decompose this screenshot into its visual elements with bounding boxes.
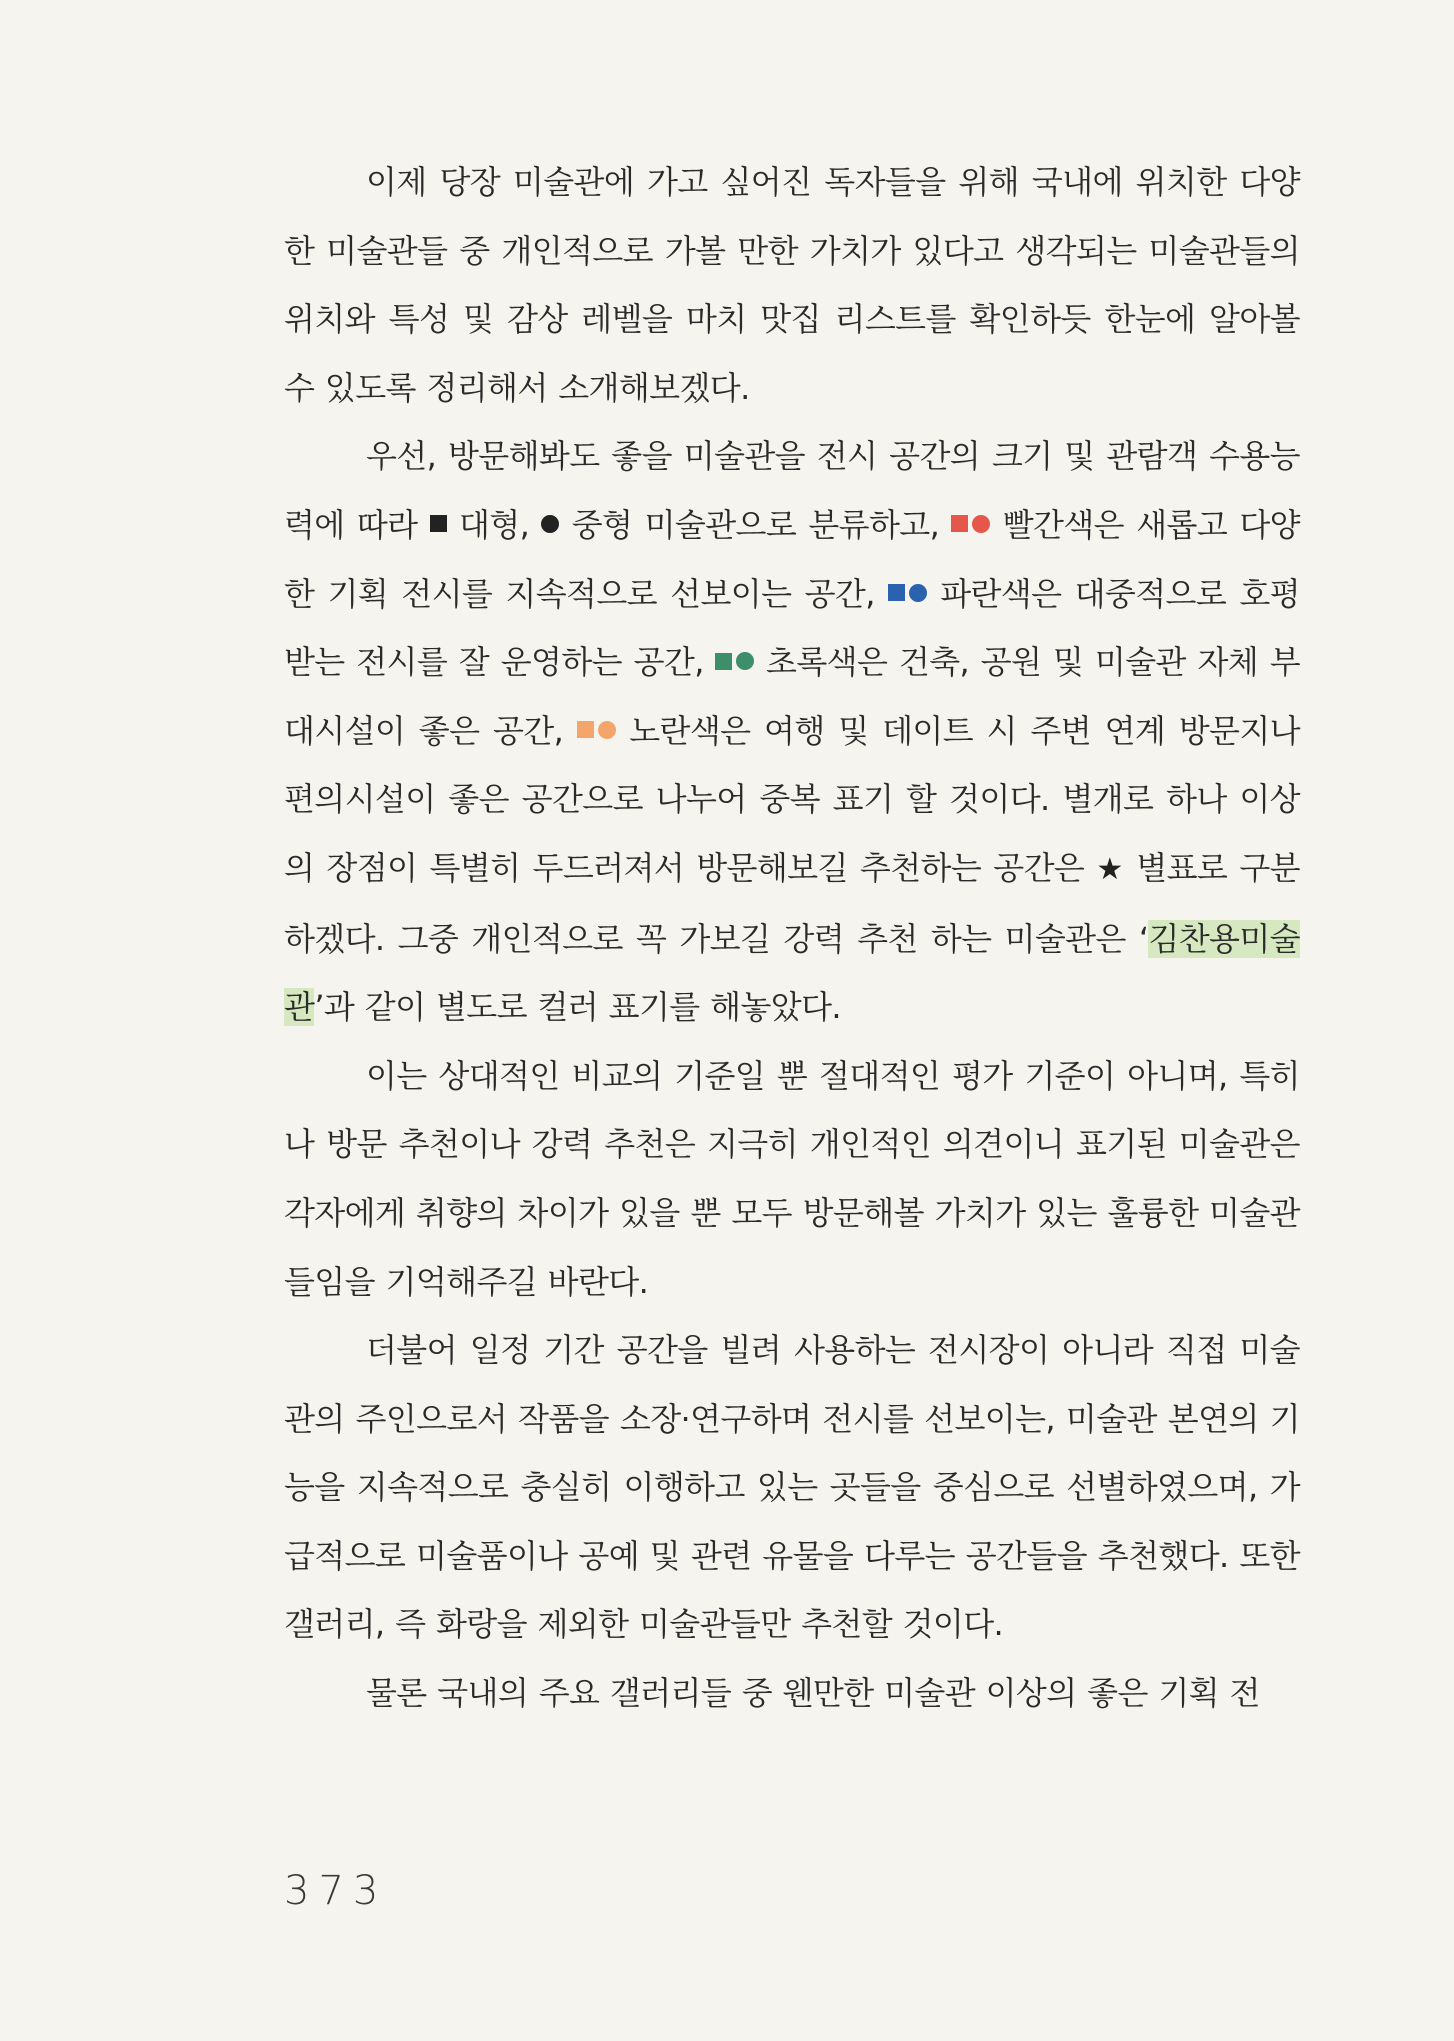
medium-dot-icon <box>541 515 559 533</box>
legend-text: 중형 미술관으로 분류하고, <box>571 505 940 544</box>
paragraph-disclaimer: 이는 상대적인 비교의 기준일 뿐 절대적인 평가 기준이 아니며, 특히나 방문 추천이나 강력 추천은 지극히 개인적인 의견이니 표기된 미술관은 각자에게 취향의 차이가 있을 뿐 모두 방문해볼 가치가 있는 훌륭한 미술관들임을 기억해주길 바란다. <box>284 1056 1300 1301</box>
orange-dot-icon <box>598 721 616 739</box>
paragraph-legend <box>284 422 1300 1041</box>
legend-text: 별표로 구분하겠다. 그중 개인적으로 꼭 가보길 강력 추천 하는 미술관은 ‘ <box>284 848 1300 958</box>
legend-text: 우선, 방문해봐도 좋을 미술관을 전시 공간의 크기 및 관람객 수용능력에 따라 <box>284 437 1300 544</box>
green-square-icon <box>715 653 732 670</box>
large-square-icon <box>430 515 447 532</box>
red-square-icon <box>951 515 968 532</box>
paragraph-galleries: 물론 국내의 주요 갤러리들 중 웬만한 미술관 이상의 좋은 기획 전 <box>366 1674 1260 1713</box>
blue-square-icon <box>888 584 905 601</box>
green-dot-icon <box>736 652 754 670</box>
legend-text: 초록색은 건축, 공원 및 미술관 자체 부대시설이 좋은 공간, <box>284 643 1301 750</box>
orange-square-icon <box>577 721 594 738</box>
page-number: 373 <box>284 1868 388 1914</box>
legend-text: 대형, <box>459 505 530 544</box>
red-dot-icon <box>972 515 990 533</box>
legend-text: 파란색은 대중적으로 호평받는 전시를 잘 운영하는 공간, <box>284 574 1300 682</box>
highlighted-museum-name: 김찬용미술관 <box>284 919 1300 1027</box>
blue-dot-icon <box>909 584 927 602</box>
legend-text: 노란색은 여행 및 데이트 시 주변 연계 방문지나 편의시설이 좋은 공간으로 나누어 중복 표기 할 것이다. 별개로 하나 이상의 장점이 특별히 두드러져서 방문해보길 추천하는 공간은 <box>284 711 1300 887</box>
body-text <box>284 148 1300 1728</box>
legend-text: ’과 같이 별도로 컬러 표기를 해놓았다. <box>314 988 841 1027</box>
paragraph-selection-criteria: 더불어 일정 기간 공간을 빌려 사용하는 전시장이 아니라 직접 미술관의 주인으로서 작품을 소장·연구하며 전시를 선보이는, 미술관 본연의 기능을 지속적으로 충실히 이행하고 있는 곳들을 중심으로 선별하였으며, 가급적으로 미술품이나 공예 및 관련 유물을 다루는 공간들을 추천했다. 또한 갤러리, 즉 화랑을 제외한 미술관들만 추천할 것이다. <box>284 1331 1300 1644</box>
paragraph-intro: 이제 당장 미술관에 가고 싶어진 독자들을 위해 국내에 위치한 다양한 미술관들 중 개인적으로 가볼 만한 가치가 있다고 생각되는 미술관들의 위치와 특성 및 감상 레벨을 마치 맛집 리스트를 확인하듯 한눈에 알아볼 수 있도록 정리해서 소개해보겠다. <box>284 163 1300 407</box>
legend-text: 빨간색은 새롭고 다양한 기획 전시를 지속적으로 선보이는 공간, <box>284 505 1300 613</box>
star-icon: ★ <box>1096 851 1125 887</box>
